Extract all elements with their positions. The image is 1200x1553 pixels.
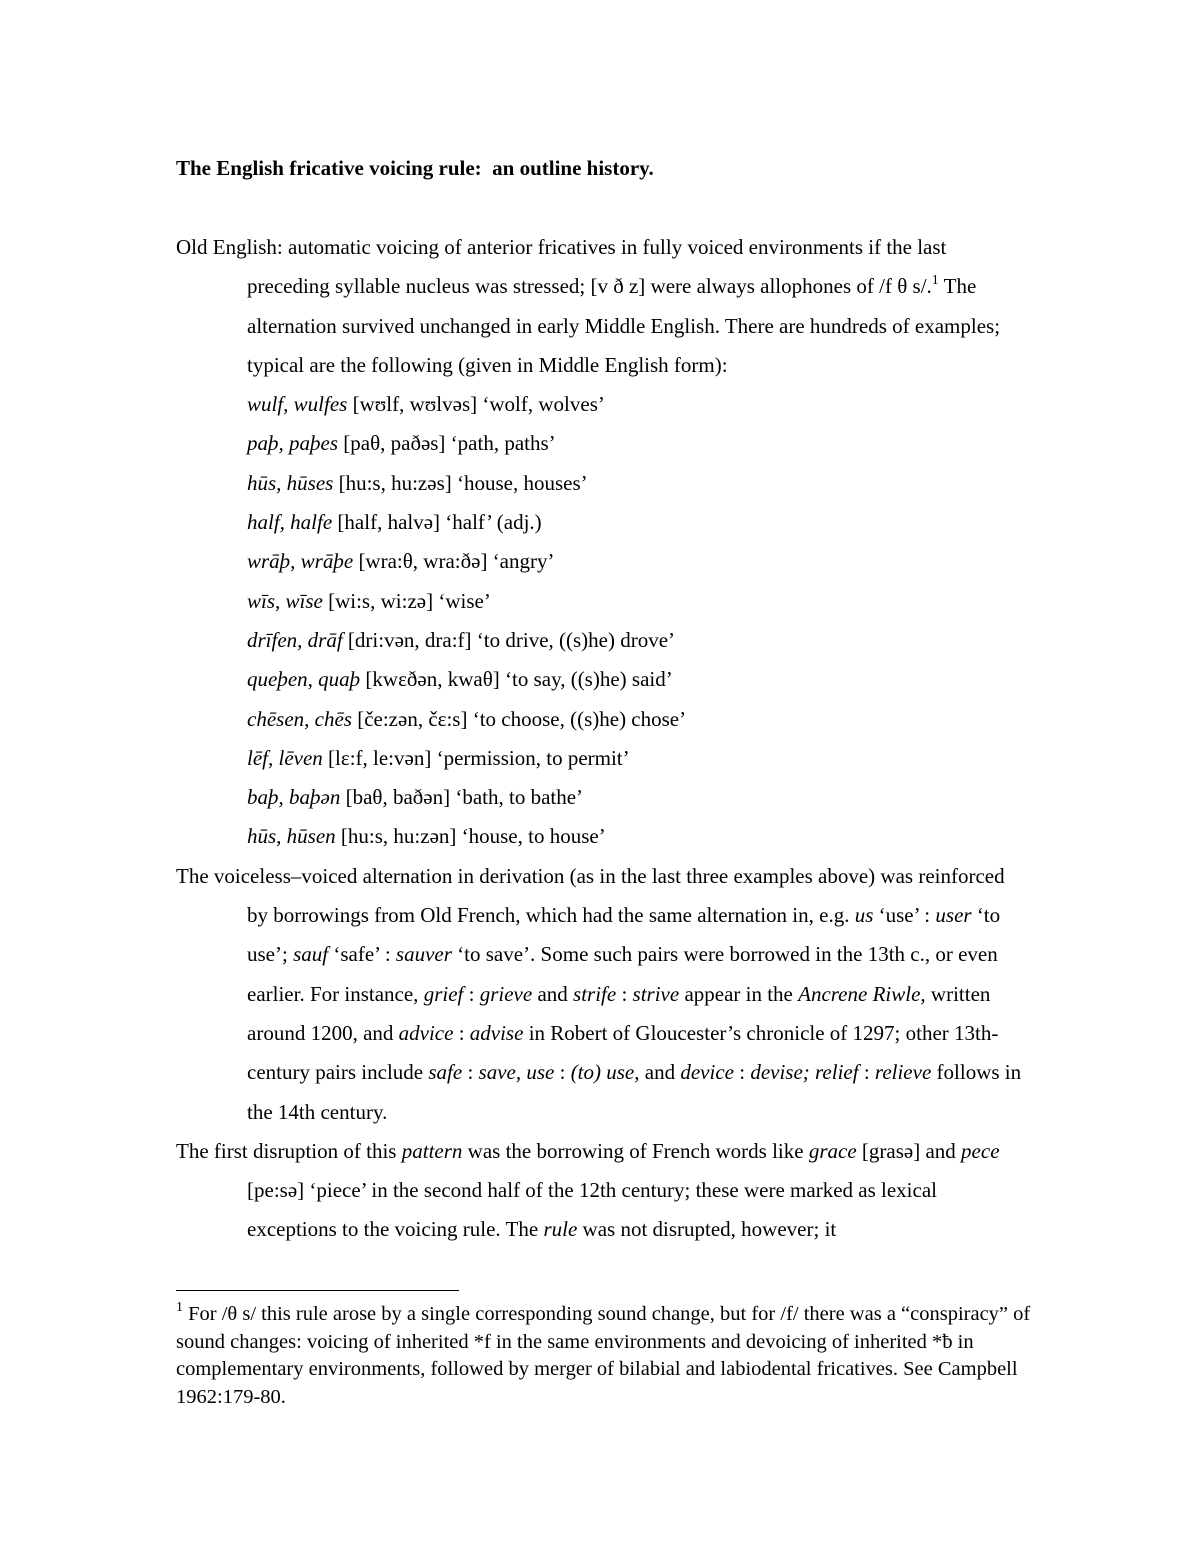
italic-term: advise (469, 1020, 524, 1045)
italic-term: grieve (479, 981, 533, 1006)
footnote-number: 1 (176, 1300, 183, 1316)
italic-term: advice (398, 1020, 454, 1045)
italic-term: safe (428, 1060, 463, 1085)
example-row (176, 700, 1026, 739)
example-row (176, 385, 1026, 424)
footnote-separator (176, 1290, 459, 1291)
italic-term: grief (423, 981, 464, 1006)
italic-term: relieve (874, 1060, 932, 1085)
paragraph-old-english (176, 228, 1026, 385)
example-row (176, 778, 1026, 817)
paragraph-text: was not disrupted, however; it (577, 1217, 837, 1242)
italic-term: save, use (478, 1060, 555, 1085)
paragraph-text: ‘use’ : (873, 903, 936, 928)
paragraph-text: ‘to use’; (247, 903, 1001, 967)
example-gloss: [half, halvə] ‘half’ (adj.) (332, 510, 542, 535)
footnote-text: For /θ s/ this rule arose by a single corresponding sound change, but for /f/ there was a “conspiracy” of sound changes: voicing of inherited *f in the same environments and devoicing of inherited *ƀ in complementary environments, followed by merger of bilabial and labiodental fricatives. See Campbell 1962:179-80. (176, 1303, 1031, 1408)
footnote-reference[interactable]: 1 (931, 273, 939, 289)
example-row (176, 817, 1026, 856)
example-word: hūs, hūses (247, 470, 334, 495)
example-row (176, 542, 1026, 581)
example-gloss: [wʊlf, wʊlvəs] ‘wolf, wolves’ (347, 392, 605, 417)
example-word: hūs, hūsen (247, 824, 336, 849)
paragraph-text: [grasə] and (856, 1138, 962, 1163)
paragraph-text: follows in the 14th century. (247, 1060, 1022, 1124)
paragraph-text: and (639, 1060, 681, 1085)
italic-term: grace (808, 1138, 857, 1163)
italic-term: sauf (293, 942, 329, 967)
paragraph-borrowings (176, 857, 1026, 1132)
example-row (176, 464, 1026, 503)
italic-term: rule (543, 1217, 578, 1242)
document-body (176, 228, 1026, 1250)
example-list (176, 385, 1026, 857)
italic-term: user (935, 903, 972, 928)
italic-term: Ancrene Riwle, (798, 981, 926, 1006)
example-gloss: [wi:s, wi:zə] ‘wise’ (322, 588, 491, 613)
example-row (176, 739, 1026, 778)
paragraph-text: : (858, 1060, 875, 1085)
example-row (176, 621, 1026, 660)
example-gloss: [baθ, baðən] ‘bath, to bathe’ (340, 785, 584, 810)
paragraph-text: The voiceless–voiced alternation in derivation (as in the last three examples above) was reinforced by borrowings from Old French, which had the same alternation in, e.g. (176, 863, 1005, 928)
paragraph-text: [pe:sə] ‘piece’ in the second half of the 12th century; these were marked as lexical exceptions to the voicing rule. The (247, 1178, 937, 1242)
paragraph-disruption (176, 1132, 1026, 1250)
paragraph-text: : (463, 981, 480, 1006)
paragraph-text: was the borrowing of French words like (462, 1138, 809, 1163)
example-row (176, 503, 1026, 542)
paragraph-text: written around 1200, and (247, 981, 991, 1045)
example-word: chēsen, chēs (247, 706, 352, 731)
example-row (176, 582, 1026, 621)
example-gloss: [lɛ:f, le:vən] ‘permission, to permit’ (322, 745, 630, 770)
italic-term: strive (632, 981, 680, 1006)
example-gloss: [kwɛðən, kwaθ] ‘to say, ((s)he) said’ (360, 667, 673, 692)
paragraph-text: in Robert of Gloucester’s chronicle of 1297; other 13th-century pairs include (247, 1020, 999, 1085)
example-gloss: [če:zən, čɛ:s] ‘to choose, ((s)he) chose’ (351, 706, 687, 731)
example-word: wulf, wulfes (247, 392, 348, 417)
paragraph-text: : (733, 1060, 751, 1085)
example-word: wrāþ, wrāþe (247, 549, 354, 574)
example-gloss: [hu:s, hu:zən] ‘house, to house’ (335, 824, 606, 849)
example-gloss: [paθ, paðəs] ‘path, paths’ (338, 431, 556, 456)
example-row (176, 424, 1026, 463)
example-word: paþ, paþes (247, 431, 338, 456)
document-title: The English fricative voicing rule: an outline history. (176, 156, 654, 180)
paragraph-text: : (554, 1060, 571, 1085)
italic-term: devise; relief (750, 1060, 859, 1085)
example-word: queþen, quaþ (247, 667, 361, 692)
paragraph-text: ‘safe’ : (328, 942, 396, 967)
example-word: baþ, baþən (247, 785, 341, 810)
paragraph-text: : (616, 981, 633, 1006)
italic-term: pattern (401, 1138, 463, 1163)
example-gloss: [wra:θ, wra:ðə] ‘angry’ (353, 549, 555, 574)
example-gloss: [hu:s, hu:zəs] ‘house, houses’ (333, 470, 588, 495)
paragraph-text: and (532, 981, 574, 1006)
paragraph-text: The alternation survived unchanged in early Middle English. There are hundreds of examples; typical are the following (given in Middle English form): (247, 274, 1001, 377)
footnote (176, 1301, 1036, 1411)
example-word: lēf, lēven (247, 745, 323, 770)
paragraph-text: The first disruption of this (176, 1138, 402, 1163)
paragraph-text: : (453, 1020, 470, 1045)
italic-term: device (680, 1060, 734, 1085)
paragraph-text: : (462, 1060, 479, 1085)
paragraph-text: Old English: automatic voicing of anterior fricatives in fully voiced environments if the last preceding syllable nucleus was stressed; [v ð z] were always allophones of /f θ s/. (176, 235, 947, 299)
paragraph-text: appear in the (679, 981, 799, 1006)
italic-term: us (854, 903, 874, 928)
example-word: half, halfe (247, 510, 333, 535)
example-gloss: [dri:vən, dra:f] ‘to drive, ((s)he) drove’ (342, 627, 676, 652)
example-word: drīfen, drāf (247, 627, 343, 652)
italic-term: sauver (395, 942, 452, 967)
italic-term: (to) use, (570, 1060, 640, 1085)
paragraph-text: ‘to save’. Some such pairs were borrowed in the 13th c., or even earlier. For instance, (247, 942, 998, 1006)
italic-term: strife (573, 981, 617, 1006)
italic-term: pece (961, 1138, 1000, 1163)
example-row (176, 660, 1026, 699)
example-word: wīs, wīse (247, 588, 323, 613)
